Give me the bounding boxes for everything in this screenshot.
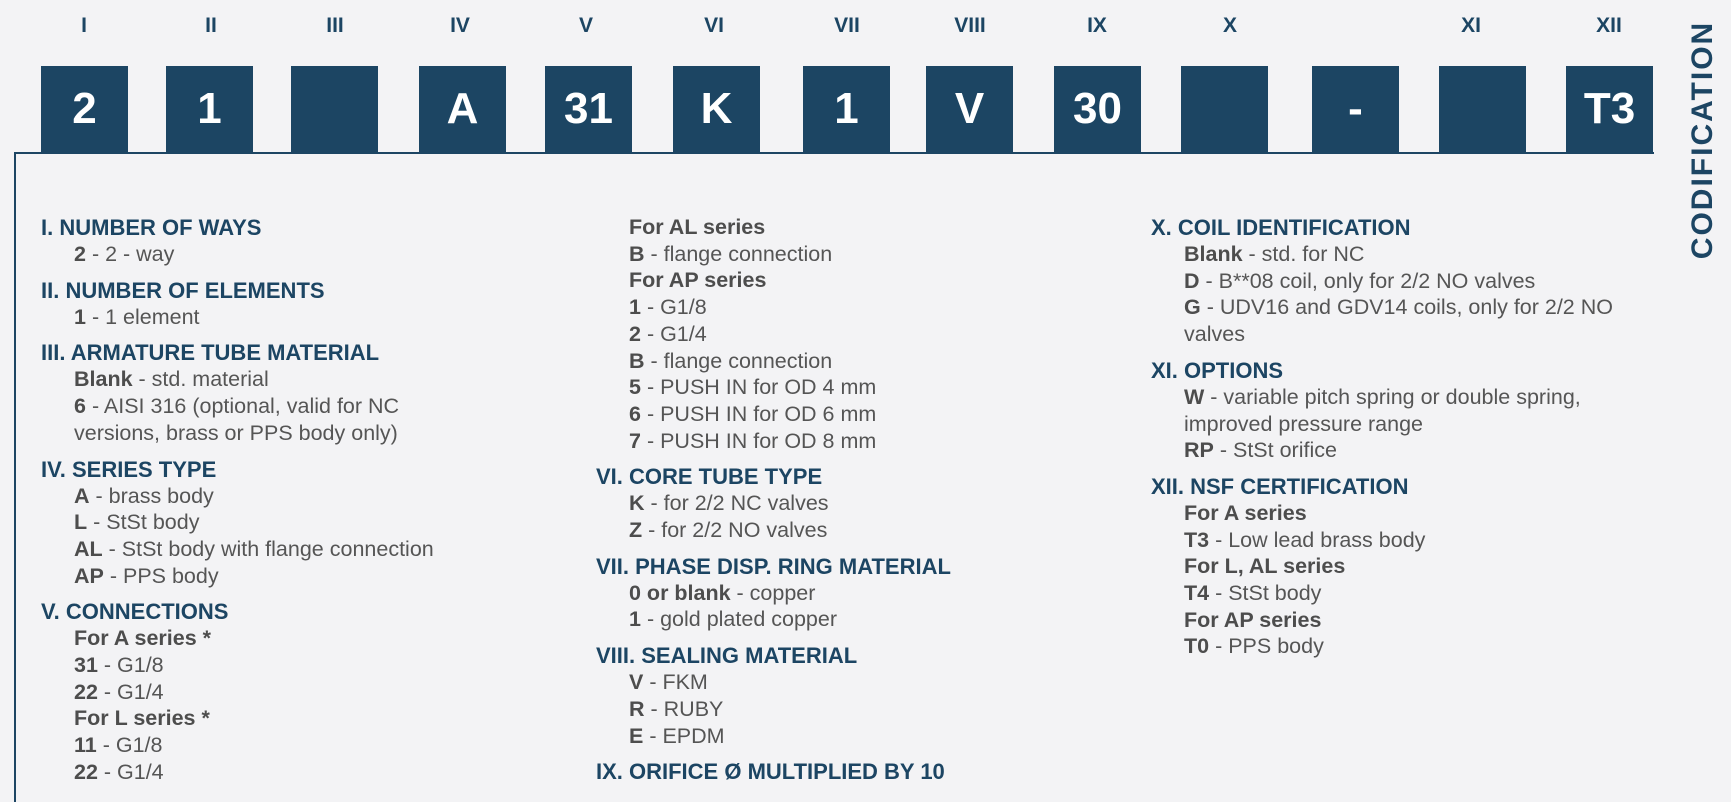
option-line: L - StSt body — [74, 510, 200, 535]
code-box-dash: - — [1312, 66, 1399, 152]
position-roman-9: IX — [1087, 14, 1107, 37]
section-title: X. COIL IDENTIFICATION — [1151, 215, 1411, 240]
option-line: B - flange connection — [629, 348, 833, 373]
series-label: For AP series — [629, 268, 767, 293]
option-line: G - UDV16 and GDV14 coils, only for 2/2 NO valves — [1184, 295, 1613, 347]
column-1 — [41, 214, 561, 795]
position-roman-11: XI — [1461, 14, 1481, 37]
series-label: For A series — [1184, 500, 1307, 525]
section-connections-continued — [596, 214, 1076, 454]
section-title: II. NUMBER OF ELEMENTS — [41, 277, 325, 303]
section-title: VIII. SEALING MATERIAL — [596, 643, 858, 669]
option-line: Blank - std. for NC — [1184, 242, 1365, 266]
code-box-4: A — [419, 66, 506, 152]
position-roman-2: II — [205, 14, 217, 37]
option-line: V - FKM — [629, 670, 708, 695]
series-label: For L, AL series — [1184, 554, 1346, 579]
series-label: For L series * — [74, 706, 210, 731]
option-line: T3 - Low lead brass body — [1184, 527, 1426, 552]
section-title: VI. CORE TUBE TYPE — [596, 464, 823, 490]
section-title: XI. OPTIONS — [1151, 357, 1284, 383]
position-roman-10: X — [1222, 14, 1237, 37]
option-line: 7 - PUSH IN for OD 8 mm — [629, 428, 877, 453]
option-line: D - B**08 coil, only for 2/2 NO valves — [1184, 268, 1536, 293]
column-2 — [596, 214, 1076, 794]
section-phase-disp-ring-material — [596, 553, 1076, 633]
option-line: E - EPDM — [629, 723, 725, 748]
section-number-of-ways — [41, 214, 561, 268]
option-line: Blank - std. material — [74, 367, 269, 392]
section-armature-tube-material — [41, 339, 561, 446]
series-label: For AP series — [1184, 607, 1322, 632]
section-series-type — [41, 456, 561, 590]
option-line: AP - PPS body — [74, 563, 219, 588]
option-line: T4 - StSt body — [1184, 581, 1322, 606]
option-line: W - variable pitch spring or double spring, improved pressure range — [1184, 384, 1581, 436]
option-line: 6 - AISI 316 (optional, valid for NC versions, brass or PPS body only) — [74, 394, 400, 445]
option-line: 1 - 1 element — [74, 304, 200, 329]
section-title: IX. ORIFICE Ø MULTIPLIED BY 10 — [596, 759, 945, 785]
section-connections — [41, 598, 561, 785]
option-line: RP - StSt orifice — [1184, 438, 1337, 463]
code-box-2: 1 — [166, 66, 253, 152]
code-box-1: 2 — [41, 66, 128, 152]
code-box-9: 30 — [1054, 66, 1141, 152]
section-core-tube-type — [596, 463, 1076, 543]
left-border — [14, 152, 16, 802]
section-orifice — [596, 758, 1076, 785]
option-line: 1 - G1/8 — [629, 295, 707, 320]
option-line: R - RUBY — [629, 696, 724, 721]
option-line: 22 - G1/4 — [74, 679, 164, 704]
code-box-10 — [1181, 66, 1268, 152]
option-line: 2 - G1/4 — [629, 321, 707, 346]
series-label: For AL series — [629, 215, 766, 239]
series-label: For A series * — [74, 626, 212, 651]
section-title: IV. SERIES TYPE — [41, 456, 217, 482]
option-line: 5 - PUSH IN for OD 4 mm — [629, 375, 877, 400]
side-title: CODIFICATION — [1686, 20, 1719, 260]
option-line: 22 - G1/4 — [74, 759, 164, 784]
position-roman-3: III — [326, 14, 344, 37]
code-box-8: V — [926, 66, 1013, 152]
option-line: T0 - PPS body — [1184, 634, 1324, 659]
option-line: 6 - PUSH IN for OD 6 mm — [629, 401, 877, 426]
position-roman-12: XII — [1596, 14, 1622, 37]
option-line: 31 - G1/8 — [74, 653, 164, 678]
section-title: I. NUMBER OF WAYS — [41, 215, 262, 240]
section-number-of-elements — [41, 277, 561, 331]
option-line: Z - for 2/2 NO valves — [629, 518, 828, 543]
column-3 — [1151, 214, 1671, 669]
section-title: XII. NSF CERTIFICATION — [1151, 473, 1409, 499]
code-box-7: 1 — [803, 66, 890, 152]
code-box-5: 31 — [545, 66, 632, 152]
option-line: 2 - 2 - way — [74, 242, 175, 266]
code-box-6: K — [673, 66, 760, 152]
option-line: A - brass body — [74, 483, 214, 508]
position-roman-7: VII — [834, 14, 860, 37]
section-nsf-certification — [1151, 473, 1671, 660]
section-coil-identification — [1151, 214, 1671, 348]
option-line: K - for 2/2 NC valves — [629, 491, 829, 516]
position-roman-5: V — [578, 14, 593, 37]
position-roman-4: IV — [450, 14, 470, 37]
option-line: 0 or blank - copper — [629, 580, 816, 605]
section-options — [1151, 357, 1671, 464]
section-title: V. CONNECTIONS — [41, 599, 229, 625]
option-line: 1 - gold plated copper — [629, 607, 837, 632]
position-roman-8: VIII — [954, 14, 986, 37]
option-line: 11 - G1/8 — [74, 733, 163, 758]
position-roman-1: I — [81, 14, 87, 37]
header-divider — [14, 152, 1654, 154]
code-box-12: T3 — [1566, 66, 1653, 152]
section-title: VII. PHASE DISP. RING MATERIAL — [596, 553, 951, 579]
option-line: AL - StSt body with flange connection — [74, 536, 434, 561]
code-box-11 — [1439, 66, 1526, 152]
position-roman-6: VI — [704, 14, 724, 37]
code-box-3 — [291, 66, 378, 152]
section-sealing-material — [596, 642, 1076, 749]
option-line: B - flange connection — [629, 241, 833, 266]
section-title: III. ARMATURE TUBE MATERIAL — [41, 340, 380, 366]
